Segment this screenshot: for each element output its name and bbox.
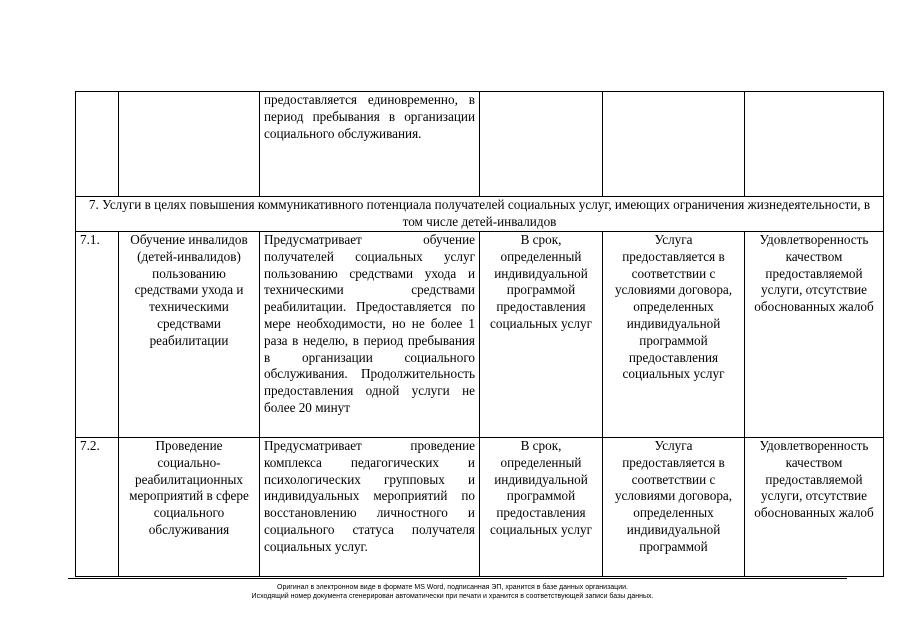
cell-description: Предусматривает обучение получателей социальных услуг пользованию средствами ухода и техническими средствами реабилитации. Предоставляется по мере необходимости, но не более 1 раза в неделю, в период пребывания в организации социального обслуживания. Продолжительность предоставления одной услуги не более 20 минут — [260, 232, 480, 438]
cell-conditions — [603, 92, 745, 197]
cell-deadline: В срок, определенный индивидуальной программой предоставления социальных услуг — [480, 232, 603, 438]
footer-divider — [68, 578, 847, 579]
table-row-continuation — [76, 92, 884, 197]
cell-criteria: Удовлетворенность качеством предоставляемой услуги, отсутствие обоснованных жалоб — [745, 232, 884, 438]
cell-deadline — [480, 92, 603, 197]
cell-name: Обучение инвалидов (детей-инвалидов) пользованию средствами ухода и техническими средствами реабилитации — [119, 232, 260, 438]
section-title: 7. Услуги в целях повышения коммуникативного потенциала получателей социальных услуг, имеющих ограничения жизнедеятельности, в том числе детей-инвалидов — [76, 197, 884, 232]
cell-number — [76, 92, 119, 197]
cell-number: 7.1. — [76, 232, 119, 438]
footer-note-original: Оригинал в электронном виде в формате MS Word, подписанная ЭП, хранится в базе данных организации. — [277, 584, 628, 591]
cell-criteria: Удовлетворенность качеством предоставляемой услуги, отсутствие обоснованных жалоб — [745, 438, 884, 577]
table-section-row — [76, 197, 884, 232]
cell-conditions: Услуга предоставляется в соответствии с условиями договора, определенных индивидуальной программой предоставления социальных услуг — [603, 232, 745, 438]
footer-note-number: Исходящий номер документа сгенерирован автоматически при печати и хранится в соответствующей записи базы данных. — [251, 593, 654, 600]
cell-description: Предусматривает проведение комплекса педагогических и психологических групповых и индивидуальных мероприятий по восстановлению личностного и социального статуса получателя социальных услуг. — [260, 438, 480, 577]
cell-deadline: В срок, определенный индивидуальной программой предоставления социальных услуг — [480, 438, 603, 577]
table-row — [76, 438, 884, 577]
cell-name: Проведение социально-реабилитационных мероприятий в сфере социального обслуживания — [119, 438, 260, 577]
services-table — [75, 91, 884, 577]
table-row — [76, 232, 884, 438]
cell-criteria — [745, 92, 884, 197]
cell-name — [119, 92, 260, 197]
cell-description: предоставляется единовременно, в период пребывания в организации социального обслуживания. — [260, 92, 480, 197]
cell-conditions: Услуга предоставляется в соответствии с условиями договора, определенных индивидуальной программой — [603, 438, 745, 577]
cell-number: 7.2. — [76, 438, 119, 577]
